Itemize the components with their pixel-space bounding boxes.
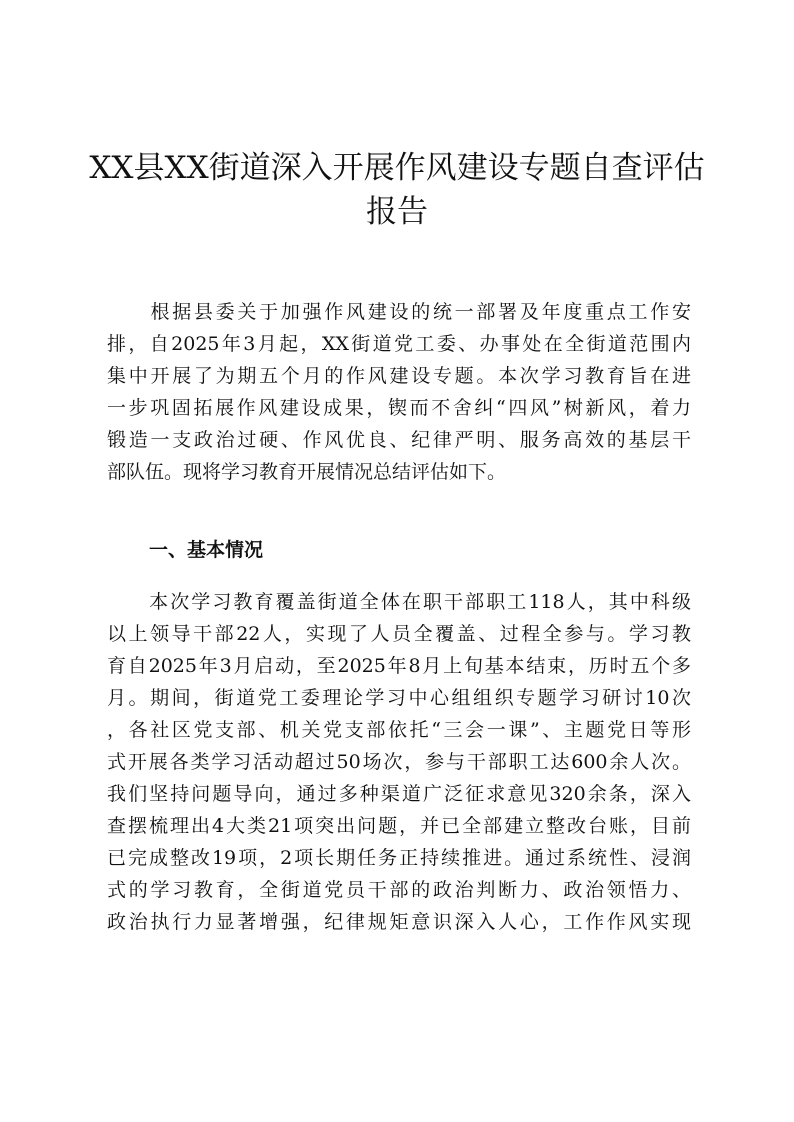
- section1-paragraph: [107, 586, 691, 938]
- intro-line: 集中开展了为期五个月的作风建设专题。本次学习教育旨在进: [107, 365, 691, 387]
- section1-line: 查摆梳理出4大类21项突出问题，并已全部建立整改台账，目前: [107, 815, 691, 837]
- intro-line: 部队伍。现将学习教育开展情况总结评估如下。: [107, 461, 507, 483]
- section1-line: 以上领导干部22人，实现了人员全覆盖、过程全参与。学习教: [107, 623, 691, 645]
- section1-line: 本次学习教育覆盖街道全体在职干部职工118人，其中科级: [107, 591, 691, 613]
- intro-line: 锻造一支政治过硬、作风优良、纪律严明、服务高效的基层干: [107, 429, 691, 451]
- section1-line: 已完成整改19项，2项长期任务正持续推进。通过系统性、浸润: [107, 847, 691, 869]
- section1-line: 我们坚持问题导向，通过多种渠道广泛征求意见320余条，深入: [107, 783, 691, 805]
- intro-paragraph: [107, 296, 691, 488]
- document-title-line-1: XX县XX街道深入开展作风建设专题自查评估: [89, 150, 705, 186]
- section1-line: 式的学习教育，全街道党员干部的政治判断力、政治领悟力、: [107, 879, 691, 901]
- document-title-line-2: 报告: [366, 194, 428, 230]
- intro-line: 根据县委关于加强作风建设的统一部署及年度重点工作安: [107, 301, 691, 323]
- intro-line: 一步巩固拓展作风建设成果，锲而不舍纠“四风”树新风，着力: [107, 397, 691, 419]
- section-heading-basic-situation: 一、基本情况: [149, 539, 264, 561]
- section1-line: 式开展各类学习活动超过50场次，参与干部职工达600余人次。: [107, 751, 691, 773]
- section1-line: 育自2025年3月启动，至2025年8月上旬基本结束，历时五个多: [107, 655, 691, 677]
- section1-line: ，各社区党支部、机关党支部依托“三会一课”、主题党日等形: [107, 719, 691, 741]
- section1-line: 月。期间，街道党工委理论学习中心组组织专题学习研讨10次: [107, 687, 691, 709]
- section1-line: 政治执行力显著增强，纪律规矩意识深入人心，工作作风实现: [107, 911, 691, 933]
- intro-line: 排，自2025年3月起，XX街道党工委、办事处在全街道范围内: [107, 333, 691, 355]
